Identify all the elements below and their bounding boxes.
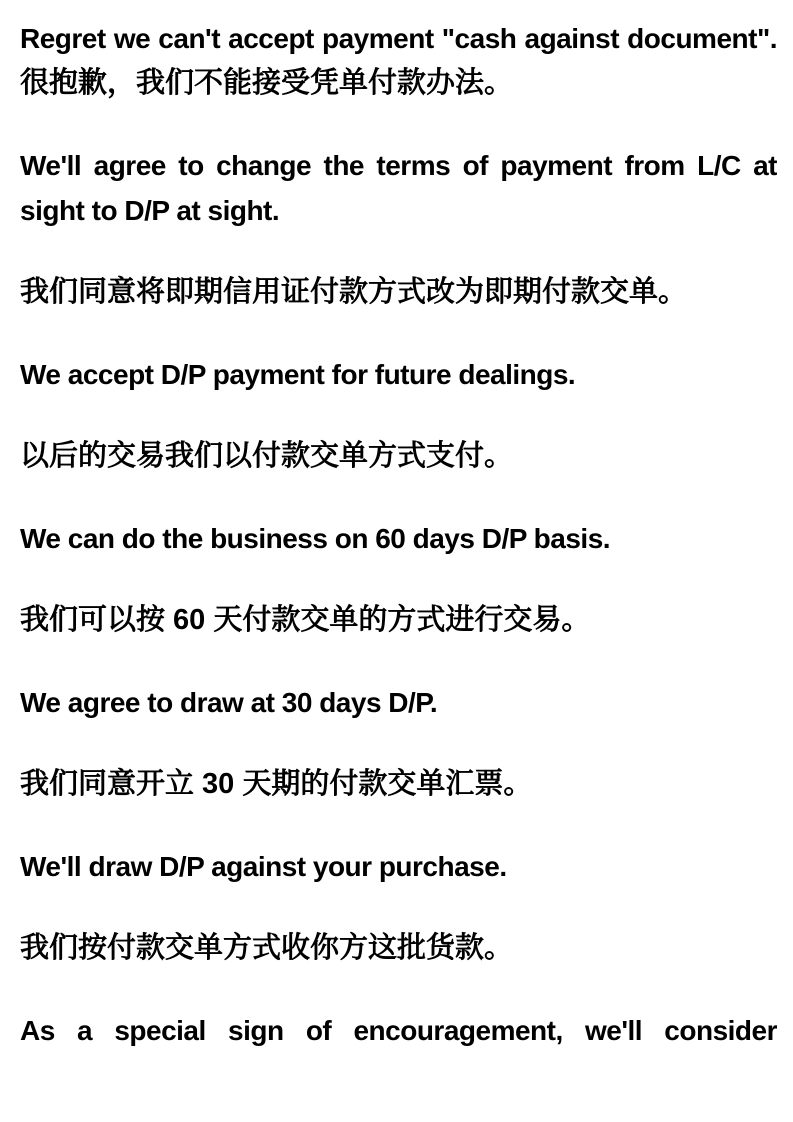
sentence-zh: 我们同意将即期信用证付款方式改为即期付款交单。 (20, 276, 688, 308)
paragraph-draw-dp-zh (20, 926, 777, 971)
sentence-zh: 我们可以按 60 天付款交单的方式进行交易。 (20, 604, 591, 636)
sentence-zh: 很抱歉，我们不能接受凭单付款办法。 (20, 67, 514, 99)
paragraph-30-days-en (20, 680, 777, 725)
sentence-zh: 以后的交易我们以付款交单方式支付。 (20, 440, 514, 472)
paragraph-draw-dp-en (20, 844, 777, 889)
paragraph-60-days-en (20, 516, 777, 561)
sentence-en: We can do the business on 60 days D/P basis. (20, 523, 611, 554)
paragraph-60-days-zh (20, 598, 777, 643)
sentence-en: Regret we can't accept payment "cash against document". (20, 23, 777, 54)
paragraph-30-days-zh (20, 762, 777, 807)
paragraph-encouragement-en (20, 1008, 777, 1053)
sentence-zh: 我们同意开立 30 天期的付款交单汇票。 (20, 768, 533, 800)
sentence-en: We accept D/P payment for future dealings. (20, 359, 576, 390)
paragraph-accept-dp-en (20, 352, 777, 397)
sentence-en: We'll agree to change the terms of payment from L/C at (20, 150, 777, 181)
sentence-zh: 我们按付款交单方式收你方这批货款。 (20, 932, 514, 964)
sentence-en-continued: sight to D/P at sight. (20, 195, 280, 226)
sentence-en: We'll draw D/P against your purchase. (20, 851, 507, 882)
sentence-en: As a special sign of encouragement, we'll consider (20, 1015, 777, 1046)
paragraph-change-terms-en (20, 143, 777, 233)
paragraph-change-terms-zh (20, 270, 777, 315)
sentence-en: We agree to draw at 30 days D/P. (20, 687, 438, 718)
paragraph-regret-cash-against-document (20, 16, 777, 106)
paragraph-accept-dp-zh (20, 434, 777, 479)
